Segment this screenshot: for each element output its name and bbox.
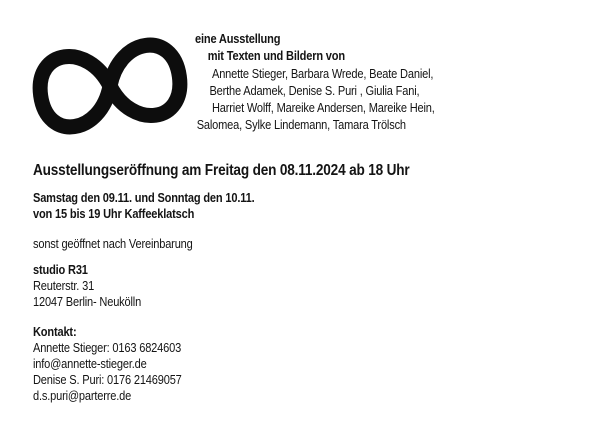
contact-block	[33, 324, 182, 404]
intro-title: eine Ausstellung	[195, 31, 281, 46]
infinity-icon	[32, 34, 192, 140]
venue-block	[33, 262, 141, 311]
contact-email-line: info@annette-stieger.de	[33, 356, 147, 371]
weekend-dates-line: Samstag den 09.11. und Sonntag den 10.11.	[33, 190, 255, 205]
intro-subtitle: mit Texten und Bildern von	[207, 48, 345, 64]
opening-note: sonst geöffnet nach Vereinbarung	[33, 236, 193, 251]
venue-street: Reuterstr. 31	[33, 278, 95, 294]
venue-name: studio R31	[33, 262, 88, 277]
kaffeeklatsch-line: von 15 bis 19 Uhr Kaffeeklatsch	[33, 206, 195, 221]
contact-phone-line: Denise S. Puri: 0176 21469057	[33, 372, 182, 387]
artist-line: Annette Stieger, Barbara Wrede, Beate Daniel,	[212, 65, 434, 81]
weekend-dates-block	[33, 190, 254, 222]
opening-headline: Ausstellungseröffnung am Freitag den 08.11.2024 ab 18 Uhr	[33, 162, 410, 179]
artist-line: Harriet Wolff, Mareike Andersen, Mareike Hein,	[212, 100, 435, 116]
contact-label: Kontakt:	[33, 324, 77, 339]
intro-block	[195, 30, 435, 134]
contact-phone-line: Annette Stieger: 0163 6824603	[33, 340, 182, 355]
infinity-path	[36, 41, 184, 130]
artist-line: Salomea, Sylke Lindemann, Tamara Trölsch	[196, 117, 406, 133]
contact-email-line: d.s.puri@parterre.de	[33, 388, 132, 403]
logo-container	[32, 34, 192, 140]
venue-city: 12047 Berlin- Neukölln	[33, 294, 142, 310]
artist-line: Berthe Adamek, Denise S. Puri , Giulia Fani,	[209, 82, 420, 98]
